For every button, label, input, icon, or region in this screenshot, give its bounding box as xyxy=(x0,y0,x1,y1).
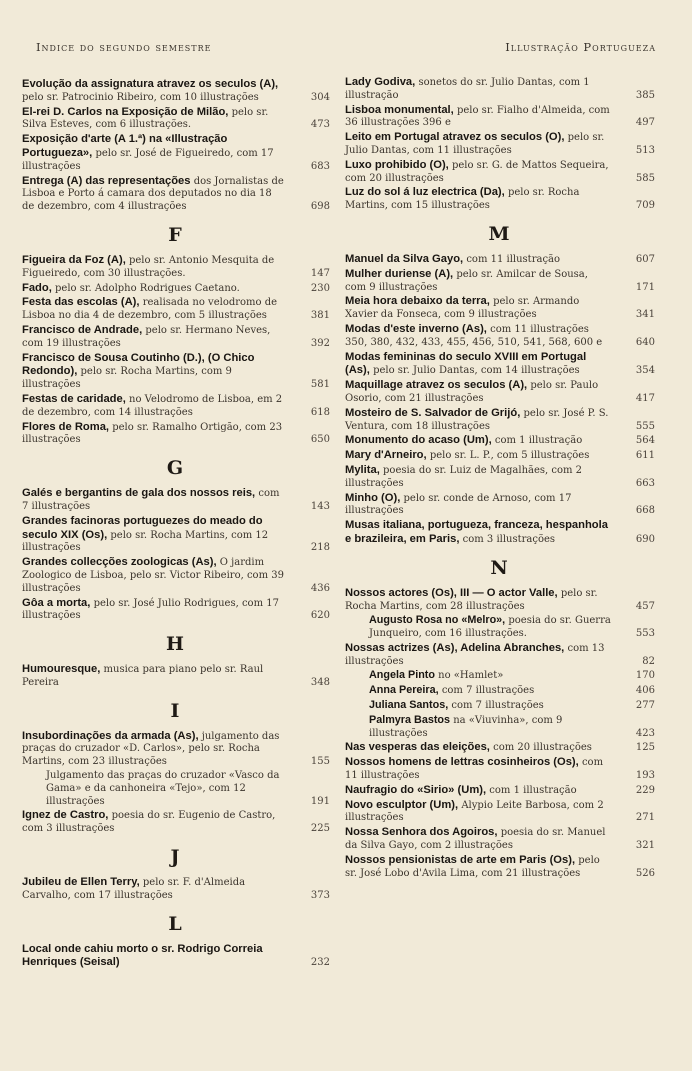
index-entry xyxy=(345,587,655,614)
entry-page-number: 698 xyxy=(310,201,330,213)
entry-description: poesia do sr. Manuel da Silva Gayo, com 2 illustrações xyxy=(345,827,606,852)
section-letter: H xyxy=(166,633,186,656)
header-section-title: Indice do segundo semestre xyxy=(36,40,212,54)
index-entry xyxy=(345,449,655,463)
entry-title: Musas italiana, portugueza, franceza, hespanhola e brazileira, em Paris, xyxy=(345,519,608,545)
entry-page-number: 354 xyxy=(635,365,655,377)
entry-title: Nossos pensionistas de arte em Paris (Os), xyxy=(345,853,576,866)
entry-description: com 7 illustrações xyxy=(441,685,535,697)
entry-title: Modas d'este inverno (As), xyxy=(345,322,487,335)
entry-title: Naufragio do «Sirio» (Um), xyxy=(345,783,487,796)
entry-title: Monumento do acaso (Um), xyxy=(345,434,492,447)
index-sub-entry xyxy=(345,714,655,741)
entry-page-number: 620 xyxy=(310,610,330,622)
entry-description: com 11 illustrações 350, 380, 432, 433, 455, 456, 510, 541, 568, 600 e xyxy=(345,323,603,348)
entry-page-number: 526 xyxy=(635,867,655,879)
index-entry xyxy=(345,351,655,379)
entry-page-number: 385 xyxy=(635,89,655,101)
index-entry xyxy=(345,741,655,755)
section-letter: G xyxy=(166,457,186,480)
entry-page-number: 423 xyxy=(635,727,655,739)
index-entry xyxy=(22,556,330,595)
index-entry xyxy=(345,186,655,213)
index-sub-entry xyxy=(345,684,655,698)
entry-description: no «Hamlet» xyxy=(438,670,504,682)
index-entry xyxy=(22,663,330,690)
entry-title: Modas femininas do seculo XVIII em Portugal (As), xyxy=(345,350,587,377)
entry-title: Nossas actrizes (As), Adelina Abranches, xyxy=(345,641,565,654)
entry-page-number: 193 xyxy=(635,770,655,782)
index-entry xyxy=(22,352,330,392)
entry-description: com 7 illustrações xyxy=(22,488,280,512)
entry-page-number: 155 xyxy=(310,756,330,768)
section-letter: J xyxy=(170,846,182,869)
entry-description: sonetos do sr. Julio Dantas, com 1 illustração xyxy=(345,77,590,101)
entry-page-number: 690 xyxy=(635,533,655,545)
entry-description: pelo sr. Paulo Osorio, com 21 illustrações xyxy=(345,380,599,404)
entry-page-number: 218 xyxy=(310,542,330,554)
entry-title: Festas de caridade, xyxy=(22,392,126,405)
entry-page-number: 497 xyxy=(635,117,655,129)
entry-title: Francisco de Andrade, xyxy=(22,323,143,336)
entry-title: Local onde cahiu morto o sr. Rodrigo Correia Henriques (Seisal) xyxy=(22,942,263,969)
index-entry xyxy=(22,296,330,323)
entry-description: pelo sr. Silva Esteves, com 6 illustrações. xyxy=(22,106,269,131)
index-entry xyxy=(345,854,655,881)
index-entry xyxy=(22,324,330,351)
entry-page-number: 147 xyxy=(310,267,330,279)
entry-description: pelo sr. José Julio Rodrigues, com 17 illustrações xyxy=(22,597,279,622)
entry-page-number: 230 xyxy=(310,282,330,294)
index-entry xyxy=(345,104,655,131)
entry-page-number: 581 xyxy=(310,379,330,391)
entry-page-number: 607 xyxy=(635,253,655,265)
entry-description: dos Jornalistas de Lisboa e Porto á camara dos deputados no dia 18 de dezembro, com 4 illustrações xyxy=(22,175,284,213)
entry-title: Nas vesperas das eleições, xyxy=(345,741,490,754)
index-entry xyxy=(22,809,330,836)
index-entry xyxy=(22,943,330,971)
entry-page-number: 668 xyxy=(635,505,655,517)
entry-page-number: 304 xyxy=(310,91,330,103)
entry-page-number: 341 xyxy=(635,309,655,321)
entry-description: pelo sr. Hermano Neves, com 19 illustrações xyxy=(22,324,271,349)
entry-description: pelo sr. Ramalho Ortigão, com 23 illustrações xyxy=(22,421,283,446)
entry-page-number: 663 xyxy=(635,477,655,489)
index-entry xyxy=(345,799,655,826)
index-entry xyxy=(345,492,655,519)
entry-page-number: 417 xyxy=(635,392,655,404)
entry-description: com 11 illustrações xyxy=(345,757,604,782)
index-entry xyxy=(22,876,330,903)
index-entry xyxy=(345,756,655,783)
index-entry xyxy=(22,78,330,105)
entry-description: pelo sr. José de Figueiredo, com 17 illustrações xyxy=(22,147,274,172)
entry-description: pelo sr. L. P., com 5 illustrações xyxy=(429,450,590,462)
entry-page-number: 82 xyxy=(642,655,655,667)
entry-description: Alypio Leite Barbosa, com 2 illustrações xyxy=(345,799,604,824)
entry-page-number: 373 xyxy=(310,889,330,901)
entry-page-number: 457 xyxy=(635,600,655,612)
entry-page-number: 640 xyxy=(635,336,655,348)
entry-page-number: 271 xyxy=(635,812,655,824)
entry-page-number: 232 xyxy=(310,957,330,969)
entry-page-number: 406 xyxy=(635,685,655,697)
entry-page-number: 709 xyxy=(635,200,655,212)
running-head xyxy=(36,40,656,54)
entry-description: pelo sr. José P. S. Ventura, com 18 illustrações xyxy=(345,407,609,432)
entry-title: Fado, xyxy=(22,281,52,294)
entry-description: pelo sr. G. de Mattos Sequeira, com 20 illustrações xyxy=(345,159,609,184)
entry-title: Mulher duriense (A), xyxy=(345,267,454,280)
entry-page-number: 277 xyxy=(635,700,655,712)
index-sub-entry xyxy=(345,614,655,641)
section-letter: I xyxy=(170,699,182,722)
index-entry xyxy=(22,254,330,281)
entry-page-number: 143 xyxy=(310,500,330,512)
entry-description: pelo sr. Adolpho Rodrigues Caetano. xyxy=(55,282,240,294)
entry-description: musica para piano pelo sr. Raul Pereira xyxy=(22,664,264,688)
entry-page-number: 321 xyxy=(635,840,655,852)
entry-description: com 1 illustração xyxy=(494,435,583,447)
index-entry xyxy=(345,464,655,491)
entry-title: Flores de Roma, xyxy=(22,420,110,433)
entry-title: Novo esculptor (Um), xyxy=(345,798,459,811)
entry-description: pelo sr. conde de Arnoso, com 17 illustrações xyxy=(345,492,572,517)
entry-title: Francisco de Sousa Coutinho (D.), (O Chico Redondo), xyxy=(22,351,255,378)
entry-description: pelo sr. Rocha Martins, com 28 illustrações xyxy=(345,587,598,612)
section-letter: L xyxy=(168,912,184,935)
entry-description: pelo sr. Armando Xavier da Fonseca, com 9 illustrações xyxy=(345,296,580,321)
entry-description: com 13 illustrações xyxy=(345,642,605,667)
entry-page-number: 513 xyxy=(635,144,655,156)
entry-title: Gôa a morta, xyxy=(22,596,91,609)
entry-title: Manuel da Silva Gayo, xyxy=(345,252,464,265)
entry-page-number: 191 xyxy=(310,795,330,807)
index-entry xyxy=(345,295,655,322)
index-entry xyxy=(345,407,655,434)
entry-title: Maquillage atravez os seculos (A), xyxy=(345,379,528,392)
entry-page-number: 618 xyxy=(310,406,330,418)
entry-title: Anna Pereira, xyxy=(369,684,439,697)
entry-description: poesia do sr. Eugenio de Castro, com 3 illustrações xyxy=(22,810,276,835)
entry-title: Figueira da Foz (A), xyxy=(22,253,126,266)
index-entry xyxy=(22,597,330,624)
entry-title: Lady Godiva, xyxy=(345,76,416,88)
entry-title: Grandes collecções zoologicas (As), xyxy=(22,556,217,569)
entry-title: Festa das escolas (A), xyxy=(22,296,140,309)
entry-title: Exposição d'arte (A 1.ª) na «Illustração Portugueza», xyxy=(22,133,228,159)
entry-title: Galés e bergantins de gala dos nossos reis, xyxy=(22,487,256,500)
entry-description: com 7 illustrações xyxy=(451,700,544,712)
section-letter: M xyxy=(488,222,512,245)
index-entry xyxy=(22,421,330,448)
entry-page-number: 348 xyxy=(310,676,330,688)
entry-title: Minho (O), xyxy=(345,491,401,504)
entry-title: Leito em Portugal atravez os seculos (O), xyxy=(345,131,565,144)
entry-description: com 20 illustrações xyxy=(493,742,592,754)
entry-page-number: 650 xyxy=(310,434,330,446)
index-entry xyxy=(345,76,655,103)
entry-description: no Velodromo de Lisboa, em 2 de dezembro, com 14 illustrações xyxy=(22,393,283,418)
entry-description: realisada no velodromo de Lisboa no dia 4 de dezembro, com 5 illustrações xyxy=(22,297,278,322)
entry-description: pelo sr. Rocha Martins, com 12 illustrações xyxy=(22,529,269,554)
entry-description: pelo sr. Amilcar de Sousa, com 9 illustrações xyxy=(345,268,588,293)
entry-page-number: 225 xyxy=(310,823,330,835)
index-entry xyxy=(22,730,330,769)
entry-description: pelo sr. Julio Dantas, com 14 illustrações xyxy=(373,365,580,377)
index-entry xyxy=(22,487,330,514)
entry-title: Angela Pinto xyxy=(369,669,435,682)
entry-title: Mylita, xyxy=(345,463,380,476)
entry-title: Nossos actores (Os), III — O actor Valle, xyxy=(345,586,558,599)
entry-page-number: 171 xyxy=(635,281,655,293)
entry-description: pelo sr. Rocha Martins, com 9 illustrações xyxy=(22,366,232,391)
index-column-right xyxy=(345,76,655,881)
entry-description: na «Viuvinha», com 9 illustrações xyxy=(369,714,563,739)
entry-title: Lisboa monumental, xyxy=(345,103,454,116)
index-entry xyxy=(345,826,655,853)
index-sub-entry xyxy=(22,770,330,808)
entry-title: Nossos homens de lettras cosinheiros (Os), xyxy=(345,756,579,769)
index-entry xyxy=(345,159,655,186)
entry-page-number: 611 xyxy=(635,450,655,462)
entry-description: Julgamento das praças do cruzador «Vasco da Gama» e da canhoneira «Tejo», com 12 illustrações xyxy=(46,770,280,807)
entry-page-number: 436 xyxy=(310,582,330,594)
entry-title: Insubordinações da armada (As), xyxy=(22,729,199,742)
entry-title: Juliana Santos, xyxy=(369,699,449,712)
index-entry xyxy=(22,133,330,173)
entry-title: Luxo prohibido (O), xyxy=(345,158,449,171)
index-entry xyxy=(22,106,330,133)
entry-title: Meia hora debaixo da terra, xyxy=(345,295,490,308)
entry-title: Mary d'Arneiro, xyxy=(345,449,427,462)
entry-title: Palmyra Bastos xyxy=(369,713,451,726)
entry-page-number: 564 xyxy=(635,435,655,447)
index-entry xyxy=(345,253,655,267)
entry-title: Ignez de Castro, xyxy=(22,809,109,822)
entry-description: pelo sr. Antonio Mesquita de Figueiredo, com 30 illustrações. xyxy=(22,254,275,279)
index-entry xyxy=(345,434,655,448)
entry-page-number: 683 xyxy=(310,160,330,172)
entry-description: pelo sr. Fialho d'Almeida, com 36 illustrações 396 e xyxy=(345,104,610,129)
entry-page-number: 553 xyxy=(635,628,655,640)
index-entry xyxy=(345,784,655,798)
entry-description: pelo sr. José Lobo d'Avila Lima, com 21 illustrações xyxy=(345,854,600,879)
index-entry xyxy=(345,642,655,669)
entry-page-number: 392 xyxy=(310,337,330,349)
entry-description: com 3 illustrações xyxy=(462,533,556,545)
entry-description: com 1 illustração xyxy=(489,784,577,796)
entry-title: Grandes facinoras portuguezes do meado do seculo XIX (Os), xyxy=(22,514,263,541)
entry-page-number: 555 xyxy=(635,420,655,432)
index-entry xyxy=(345,323,655,350)
entry-page-number: 170 xyxy=(635,670,655,682)
index-entry xyxy=(345,131,655,158)
index-entry xyxy=(345,379,655,406)
index-entry xyxy=(22,515,330,555)
index-sub-entry xyxy=(345,699,655,713)
index-sub-entry xyxy=(345,669,655,683)
index-entry xyxy=(22,393,330,420)
entry-title: Augusto Rosa no «Melro», xyxy=(369,614,506,627)
entry-title: Nossa Senhora dos Agoiros, xyxy=(345,826,498,839)
entry-page-number: 229 xyxy=(635,784,655,796)
header-publication-title: Illustração Portugueza xyxy=(505,40,656,54)
entry-description: pelo sr. F. d'Almeida Carvalho, com 17 illustrações xyxy=(22,877,246,901)
entry-description: com 11 illustração xyxy=(466,253,561,265)
entry-description: pelo sr. Rocha Martins, com 15 illustrações xyxy=(345,187,580,212)
entry-title: Entrega (A) das representações xyxy=(22,174,191,187)
section-letter: F xyxy=(168,223,184,246)
index-column-left xyxy=(22,78,330,971)
index-entry xyxy=(22,282,330,296)
entry-description: julgamento das praças do cruzador «D. Carlos», pelo sr. Rocha Martins, com 23 illustrações xyxy=(22,730,280,768)
entry-description: pelo sr. Patrocinio Ribeiro, com 10 illustrações xyxy=(22,91,259,103)
entry-title: El-rei D. Carlos na Exposição de Milão, xyxy=(22,105,229,118)
entry-page-number: 473 xyxy=(310,119,330,131)
entry-title: Evolução da assignatura atravez os seculos (A), xyxy=(22,78,279,90)
section-letter: N xyxy=(490,556,510,579)
entry-description: O jardim Zoologico de Lisboa, pelo sr. Victor Ribeiro, com 39 illustrações xyxy=(22,557,284,594)
index-entry xyxy=(345,519,655,547)
entry-description: pelo sr. Julio Dantas, com 11 illustrações xyxy=(345,132,605,156)
entry-page-number: 125 xyxy=(635,742,655,754)
entry-title: Humouresque, xyxy=(22,663,101,676)
entry-title: Mosteiro de S. Salvador de Grijó, xyxy=(345,406,521,419)
entry-page-number: 585 xyxy=(635,172,655,184)
index-entry xyxy=(345,268,655,295)
entry-description: poesia do sr. Guerra Junqueiro, com 16 illustrações. xyxy=(369,615,611,640)
entry-title: Jubileu de Ellen Terry, xyxy=(22,876,140,889)
entry-page-number: 381 xyxy=(310,310,330,322)
entry-description: poesia do sr. Luiz de Magalhães, com 2 illustrações xyxy=(345,464,583,489)
entry-title: Luz do sol á luz electrica (Da), xyxy=(345,186,505,199)
index-entry xyxy=(22,175,330,214)
